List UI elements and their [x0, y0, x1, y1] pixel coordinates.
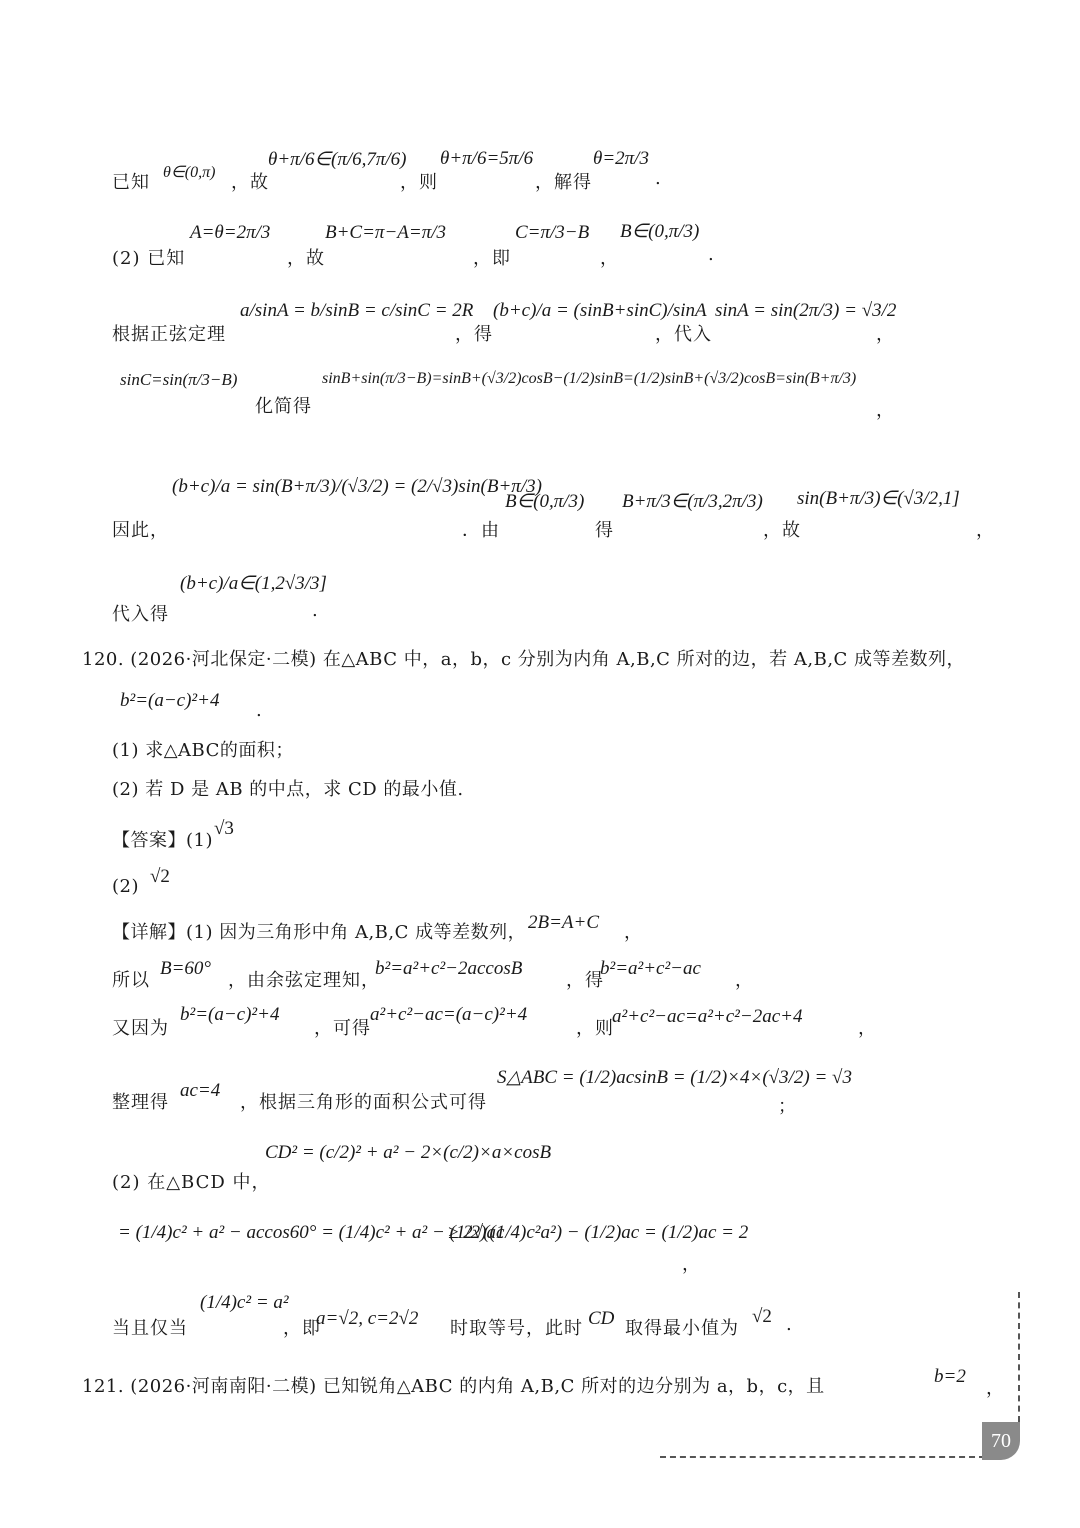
page-border-vertical	[1018, 1292, 1020, 1422]
text-therefore: 因此，	[112, 520, 169, 541]
text-jiede: ，解得	[535, 172, 592, 193]
problem-120-question-2: (2) 若 D 是 AB 的中点，求 CD 的最小值.	[112, 779, 464, 800]
math-result-range: (b+c)/a∈(1,2√3/3]	[180, 573, 327, 594]
text-ze: ，则	[400, 172, 438, 193]
math-B-range: B∈(0,π/3)	[620, 221, 700, 242]
math-2B: 2B=A+C	[528, 912, 600, 933]
page-border-horizontal	[660, 1456, 985, 1458]
text-youyinwei: 又因为	[112, 1018, 169, 1039]
math-simplification: sinB+sin(π/3−B)=sinB+(√3/2)cosB−(1/2)sinB=(1/2)sinB+(√3/2)cosB=sin(B+π/3)	[322, 370, 857, 387]
text-de-s2: ，得	[566, 970, 604, 991]
math-equate: a²+c²−ac=(a−c)²+4	[370, 1004, 528, 1025]
math-theta-range: θ∈(0,π)	[163, 164, 216, 181]
text-gu3: ，故	[763, 520, 801, 541]
math-sinA: sinA = sin(2π/3) = √3/2	[715, 300, 897, 321]
text-sine-law: 根据正弦定理	[112, 324, 226, 345]
text-period: .	[655, 168, 662, 189]
math-theta-solution: θ=2π/3	[593, 148, 649, 169]
text-area-formula: ，根据三角形的面积公式可得	[240, 1092, 487, 1113]
math-CD2: CD² = (c/2)² + a² − 2×(c/2)×a×cosB	[265, 1142, 552, 1163]
text-dairu: ，代入	[655, 324, 712, 345]
text-comma5: ，	[976, 520, 995, 541]
math-values: a=√2, c=2√2	[316, 1308, 419, 1329]
text-cosine-law: ，由余弦定理知，	[228, 970, 380, 991]
text-de: ，得	[455, 324, 493, 345]
text-equality-holds: 时取等号，此时	[450, 1318, 583, 1339]
text-ji-s7: ，即	[283, 1318, 321, 1339]
text-comma-s1: ，	[624, 922, 643, 943]
problem-120-equation-end: .	[256, 700, 263, 721]
math-inequality: ≥ 2√((1/4)c²a²) − (1/2)ac = (1/2)ac = 2	[448, 1222, 749, 1243]
text-ze-s3: ，则	[576, 1018, 614, 1039]
math-B-plus-C: B+C=π−A=π/3	[325, 222, 446, 243]
math-step: = (1/4)c² + a² − accos60° = (1/4)c² + a² − (1/2)ac	[118, 1222, 505, 1243]
answer-label-1: 【答案】(1)	[112, 830, 213, 851]
math-C-expr: C=π/3−B	[515, 222, 590, 243]
math-sinC: sinC=sin(π/3−B)	[120, 370, 238, 389]
problem-121-equation: b=2	[934, 1366, 966, 1387]
text-period2: .	[708, 244, 715, 265]
text-in-BCD: (2) 在△BCD 中，	[112, 1172, 271, 1193]
math-ratio: (b+c)/a = (sinB+sinC)/sinA	[493, 300, 707, 321]
text-suoyi: 所以	[112, 970, 150, 991]
text-comma-s3: ，	[858, 1018, 877, 1039]
math-sine-law: a/sinA = b/sinB = c/sinC = 2R	[240, 300, 474, 321]
text-known: 已知	[112, 172, 150, 193]
text-comma: ，	[600, 248, 619, 269]
problem-120-equation: b²=(a−c)²+4	[120, 690, 220, 711]
math-B-shift-range: B+π/3∈(π/3,2π/3)	[622, 491, 763, 512]
math-expand: a²+c²−ac=a²+c²−2ac+4	[612, 1006, 803, 1027]
text-comma-s6: ，	[682, 1254, 701, 1275]
solution-line-1: 【详解】(1) 因为三角形中角 A,B,C 成等差数列，	[112, 922, 527, 943]
answer-label-2: (2)	[112, 876, 139, 897]
problem-120-question-1: (1) 求△ABC的面积；	[112, 740, 294, 761]
text-simplify: 化简得	[255, 396, 312, 417]
text-kede: ，可得	[314, 1018, 371, 1039]
math-cosine-law: b²=a²+c²−2accosB	[375, 958, 523, 979]
text-period-s7: .	[786, 1314, 793, 1335]
text-min-value: 取得最小值为	[625, 1318, 739, 1339]
math-given-b2: b²=(a−c)²+4	[180, 1004, 280, 1025]
math-B-range2: B∈(0,π/3)	[505, 491, 585, 512]
text-part2-known: (2) 已知	[112, 248, 186, 269]
text-dairude: 代入得	[112, 604, 169, 625]
math-ac4: ac=4	[180, 1080, 221, 1101]
page-number: 70	[982, 1422, 1020, 1460]
text-ji: ，即	[473, 248, 511, 269]
math-B60: B=60°	[160, 958, 212, 979]
math-area: S△ABC = (1/2)acsinB = (1/2)×4×(√3/2) = √3	[497, 1067, 852, 1088]
text-zhengli: 整理得	[112, 1092, 169, 1113]
text-gu: ，故	[231, 172, 269, 193]
text-comma3: ，	[876, 324, 895, 345]
text-de2: 得	[595, 520, 614, 541]
math-CD: CD	[588, 1308, 615, 1329]
text-you: ．由	[462, 520, 500, 541]
math-equality-condition: (1/4)c² = a²	[200, 1292, 289, 1313]
math-b2-result: b²=a²+c²−ac	[600, 958, 701, 979]
text-period6: .	[312, 600, 319, 621]
math-theta-interval: θ+π/6∈(π/6,7π/6)	[268, 149, 407, 170]
math-A-value: A=θ=2π/3	[190, 222, 271, 243]
problem-121-comma: ，	[986, 1378, 1005, 1399]
answer-value-1: √3	[214, 818, 234, 839]
math-sin-range: sin(B+π/3)∈(√3/2,1]	[797, 488, 960, 509]
math-min-value: √2	[752, 1306, 772, 1327]
text-comma4: ，	[876, 400, 895, 421]
answer-value-2: √2	[150, 866, 170, 887]
problem-121-heading: 121. (2026·河南南阳·二模) 已知锐角△ABC 的内角 A,B,C 所对的边分别为 a，b，c，且	[82, 1376, 825, 1397]
text-gu2: ，故	[287, 248, 325, 269]
problem-120-heading: 120. (2026·河北保定·二模) 在△ABC 中，a，b，c 分别为内角 A,B,C 所对的边，若 A,B,C 成等差数列，	[82, 649, 966, 670]
math-theta-value: θ+π/6=5π/6	[440, 148, 534, 169]
text-iff: 当且仅当	[112, 1318, 188, 1339]
text-comma-s2: ，	[735, 970, 754, 991]
math-ratio-expression: (b+c)/a = sin(B+π/3)/(√3/2) = (2/√3)sin(B+π/3)	[172, 476, 542, 497]
text-semicolon: ；	[778, 1096, 797, 1117]
